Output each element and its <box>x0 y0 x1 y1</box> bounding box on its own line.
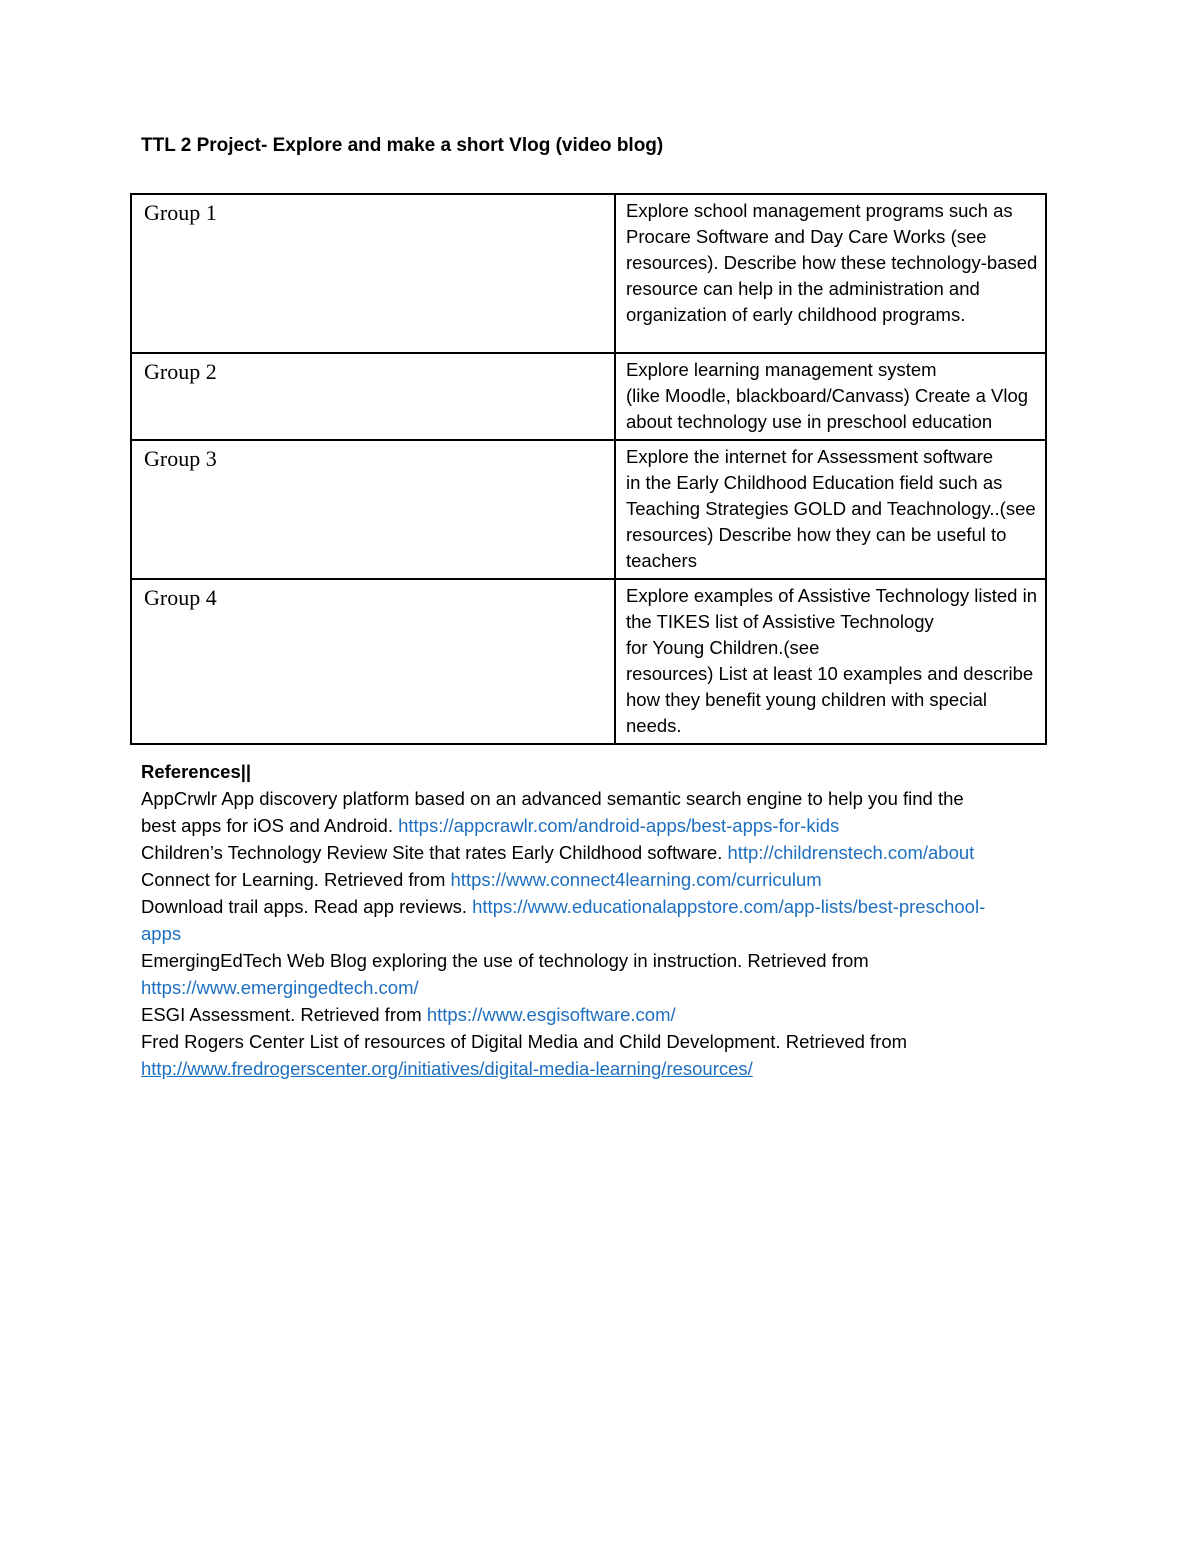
reference-line <box>141 839 985 866</box>
table-row <box>131 194 1046 353</box>
description-line: resources) List at least 10 examples and describe <box>626 663 1034 684</box>
description-line: Teaching Strategies GOLD and Teachnology..(see <box>626 498 1036 519</box>
description-line: Explore examples of Assistive Technology listed in <box>626 585 1037 606</box>
group-description-cell <box>615 194 1046 353</box>
reference-link[interactable]: http://www.fredrogerscenter.org/initiatives/digital-media-learning/resources/ <box>141 1058 753 1079</box>
reference-line <box>141 1028 985 1055</box>
reference-link[interactable]: apps <box>141 923 182 944</box>
table-row <box>131 579 1046 744</box>
reference-text: Connect for Learning. Retrieved from <box>141 869 451 890</box>
reference-line <box>141 785 985 812</box>
reference-line <box>141 893 985 920</box>
group-description-cell <box>615 579 1046 744</box>
description-line: in the Early Childhood Education field such as <box>626 472 1003 493</box>
reference-link[interactable]: https://www.emergingedtech.com/ <box>141 977 419 998</box>
description-line: organization of early childhood programs. <box>626 304 966 325</box>
reference-link[interactable]: https://appcrawlr.com/android-apps/best-apps-for-kids <box>398 815 840 836</box>
reference-line <box>141 866 985 893</box>
description-line: (like Moodle, blackboard/Canvass) Create a Vlog <box>626 385 1029 406</box>
document-title: TTL 2 Project- Explore and make a short Vlog (video blog) <box>141 135 664 156</box>
group-label-cell: Group 4 <box>131 579 615 744</box>
reference-text: ESGI Assessment. Retrieved from <box>141 1004 427 1025</box>
description-line: resources) Describe how they can be useful to <box>626 524 1007 545</box>
reference-line <box>141 1055 985 1082</box>
group-description-cell <box>615 440 1046 579</box>
reference-link[interactable]: http://childrenstech.com/about <box>727 842 975 863</box>
description-line: for Young Children.(see <box>626 637 820 658</box>
description-line: Explore school management programs such as <box>626 200 1013 221</box>
group-label-cell: Group 3 <box>131 440 615 579</box>
reference-text: best apps for iOS and Android. <box>141 815 399 836</box>
description-line: how they benefit young children with special <box>626 689 987 710</box>
description-line: the TIKES list of Assistive Technology <box>626 611 934 632</box>
description-line: about technology use in preschool education <box>626 411 993 432</box>
group-label-cell: Group 2 <box>131 353 615 440</box>
references-section <box>141 758 985 1082</box>
description-line: Explore learning management system <box>626 359 937 380</box>
reference-text: Fred Rogers Center List of resources of Digital Media and Child Development. Retrieved from <box>141 1031 908 1052</box>
reference-link[interactable]: https://www.esgisoftware.com/ <box>426 1004 676 1025</box>
reference-line <box>141 812 985 839</box>
reference-text: Download trail apps. Read app reviews. <box>141 896 473 917</box>
group-label-cell: Group 1 <box>131 194 615 353</box>
reference-text: Children’s Technology Review Site that rates Early Childhood software. <box>141 842 728 863</box>
reference-line <box>141 1001 985 1028</box>
group-description-cell <box>615 353 1046 440</box>
description-line: resources). Describe how these technology-based <box>626 252 1038 273</box>
groups-table <box>130 193 1047 745</box>
description-line: resource can help in the administration and <box>626 278 980 299</box>
reference-text: EmergingEdTech Web Blog exploring the use of technology in instruction. Retrieved from <box>141 950 869 971</box>
description-line: teachers <box>626 550 697 571</box>
reference-text: AppCrwlr App discovery platform based on an advanced semantic search engine to help you find the <box>141 788 964 809</box>
description-line: needs. <box>626 715 682 736</box>
description-line: Procare Software and Day Care Works (see <box>626 226 987 247</box>
reference-line <box>141 947 985 974</box>
reference-link[interactable]: https://www.educationalappstore.com/app-lists/best-preschool- <box>472 896 986 917</box>
reference-line <box>141 920 985 947</box>
table-row <box>131 440 1046 579</box>
references-heading: References|| <box>141 761 252 782</box>
table-row <box>131 353 1046 440</box>
reference-link[interactable]: https://www.connect4learning.com/curriculum <box>450 869 822 890</box>
reference-line <box>141 974 985 1001</box>
description-line: Explore the internet for Assessment software <box>626 446 994 467</box>
